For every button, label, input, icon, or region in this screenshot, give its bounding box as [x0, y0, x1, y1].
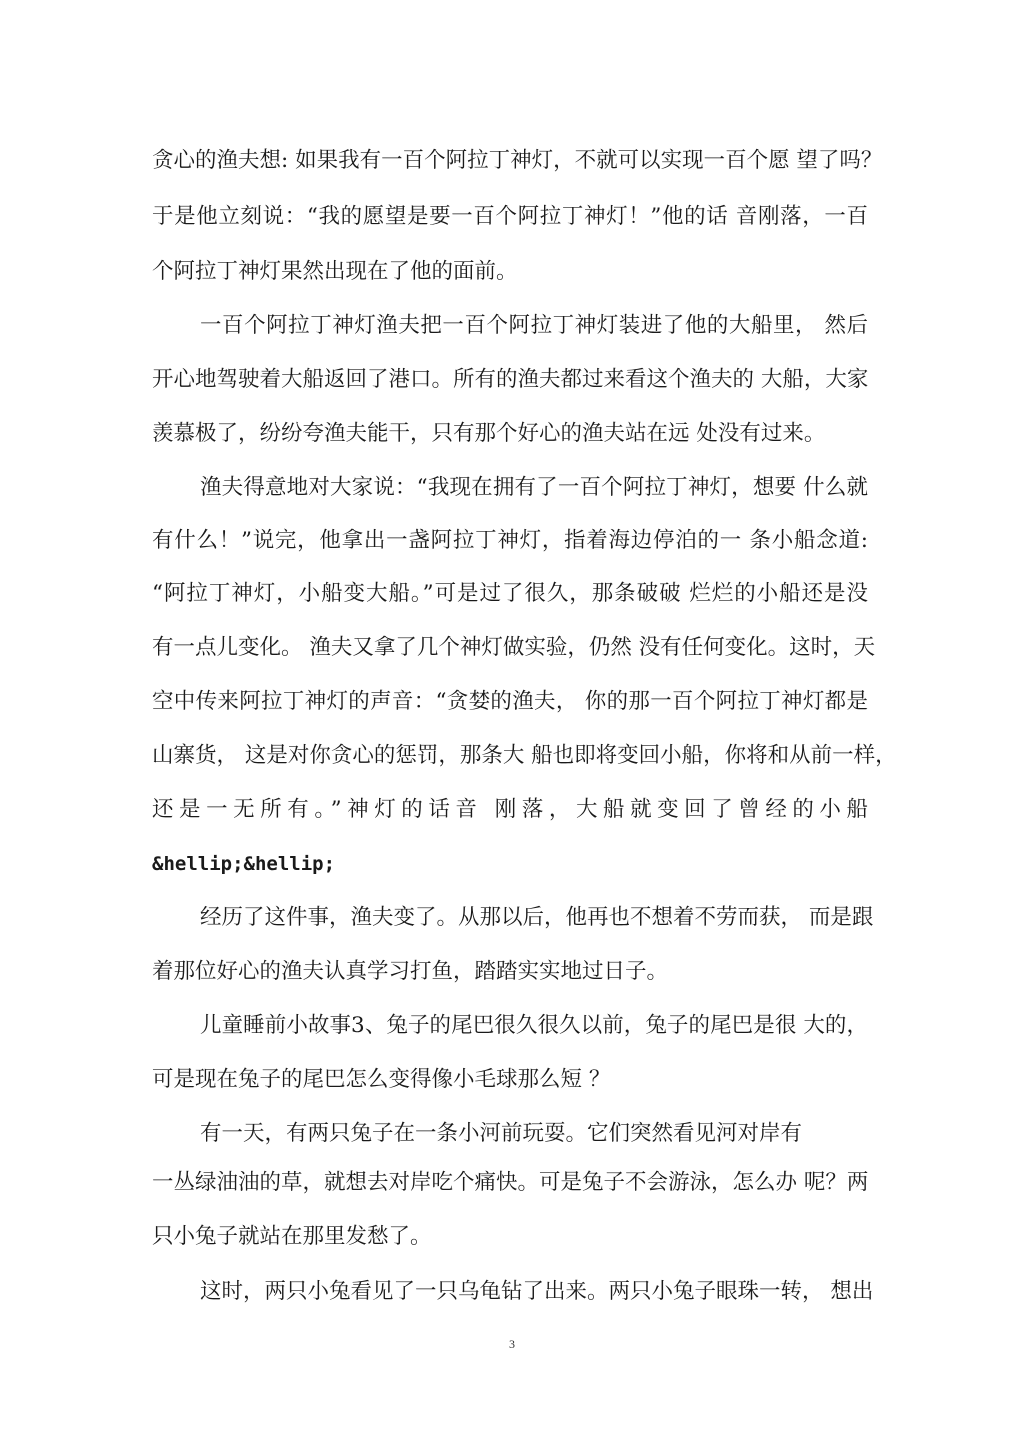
- text-line: 一丛绿油油的草，就想去对岸吃个痛快。可是兔子不会游泳，怎么办 呢？两: [152, 1170, 869, 1195]
- text-line: &hellip;&hellip;: [152, 853, 336, 875]
- text-line: 山寨货， 这是对你贪心的惩罚，那条大 船也即将变回小船，你将和从前一样，: [152, 743, 897, 768]
- text-line: 经历了这件事，渔夫变了。从那以后，他再也不想着不劳而获， 而是跟: [200, 905, 874, 930]
- text-line: 贪心的渔夫想: 如果我有一百个阿拉丁神灯，不就可以实现一百个愿 望了吗？: [152, 148, 883, 173]
- text-line: 着那位好心的渔夫认真学习打鱼，踏踏实实地过日子。: [152, 959, 669, 984]
- text-line: 还是一无所有。”神灯的话音 刚落，大船就变回了曾经的小船: [152, 797, 868, 822]
- text-line: 羡慕极了，纷纷夸渔夫能干，只有那个好心的渔夫站在远 处没有过来。: [152, 421, 826, 446]
- text-line: 有什么！”说完，他拿出一盏阿拉丁神灯，指着海边停泊的一 条小船念道:: [152, 528, 868, 553]
- text-line: 个阿拉丁神灯果然出现在了他的面前。: [152, 259, 518, 284]
- text-line: 有一天，有两只兔子在一条小河前玩耍。它们突然看见河对岸有: [200, 1121, 803, 1146]
- text-line: 渔夫得意地对大家说：“我现在拥有了一百个阿拉丁神灯，想要 什么就: [200, 475, 868, 500]
- text-line: 空中传来阿拉丁神灯的声音：“贪婪的渔夫， 你的那一百个阿拉丁神灯都是: [152, 689, 868, 714]
- text-line: 可是现在兔子的尾巴怎么变得像小毛球那么短 ？: [152, 1067, 611, 1092]
- page-number: 3: [509, 1337, 515, 1351]
- text-line: 开心地驾驶着大船返回了港口。所有的渔夫都过来看这个渔夫的 大船，大家: [152, 367, 869, 392]
- text-line: 只小兔子就站在那里发愁了。: [152, 1224, 432, 1249]
- text-line: 一百个阿拉丁神灯渔夫把一百个阿拉丁神灯装进了他的大船里， 然后: [200, 313, 868, 338]
- text-line: 于是他立刻说：“我的愿望是要一百个阿拉丁神灯！”他的话 音刚落，一百: [152, 204, 868, 229]
- text-line: 儿童睡前小故事3、兔子的尾巴很久很久以前，兔子的尾巴是很 大的，: [200, 1013, 868, 1038]
- text-line: 有一点儿变化。 渔夫又拿了几个神灯做实验，仍然 没有任何变化。这时，天: [152, 635, 876, 660]
- text-line: 这时，两只小兔看见了一只乌龟钻了出来。两只小兔子眼珠一转， 想出: [200, 1279, 874, 1304]
- text-line: “阿拉丁神灯，小船变大船。”可是过了很久，那条破破 烂烂的小船还是没: [152, 581, 868, 606]
